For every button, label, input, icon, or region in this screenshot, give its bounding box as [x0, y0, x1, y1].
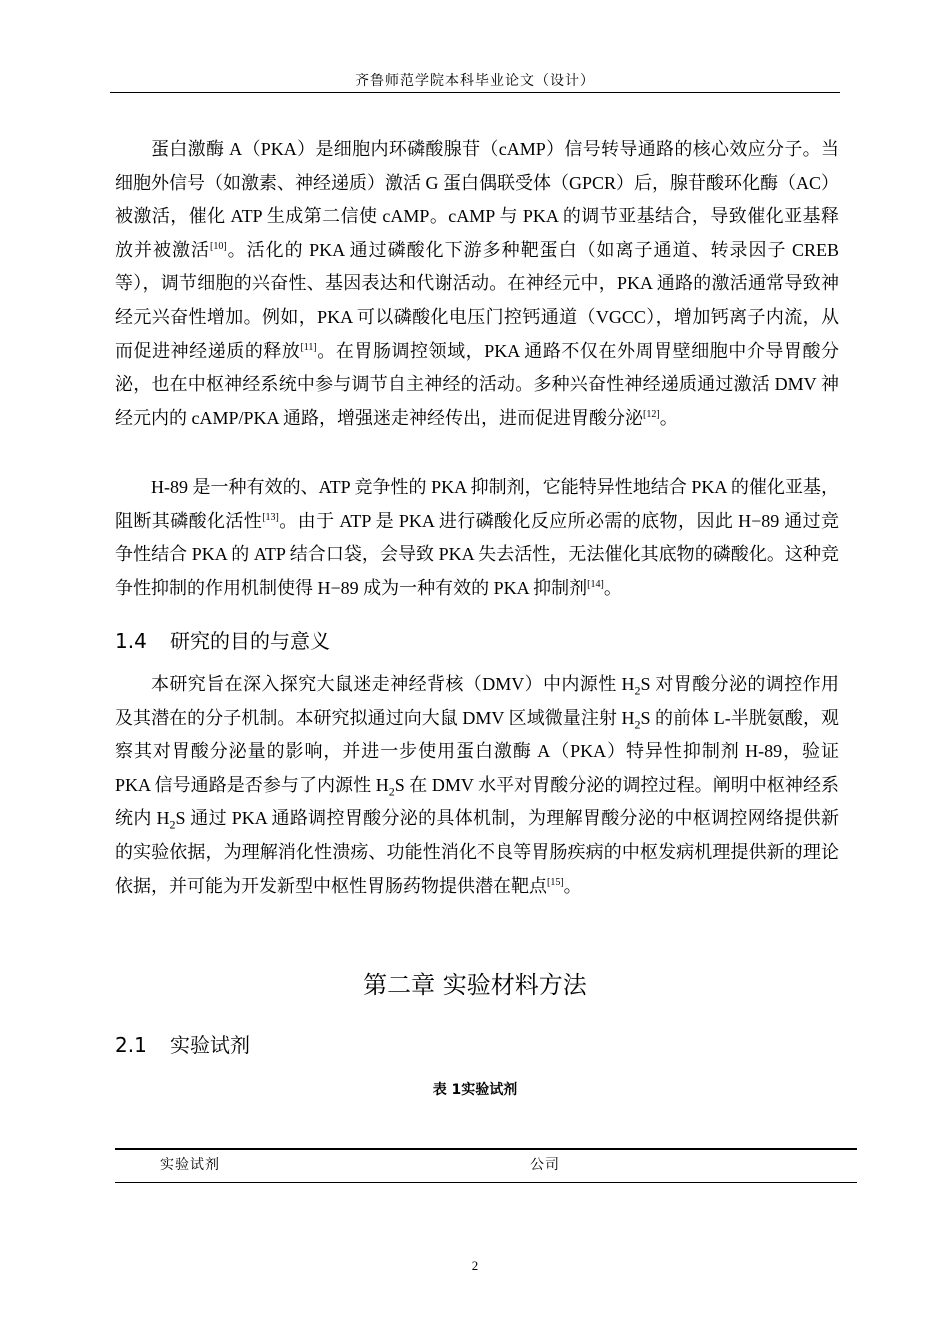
text-run: S 对胃酸分泌的调控作用及其潜在的分子机制。本研究拟通过向大鼠 DMV 区域微量注射 H: [115, 674, 840, 728]
section-heading-1-4: [115, 625, 330, 654]
text-run: S 通过 PKA 通路调控胃酸分泌的具体机制，为理解胃酸分泌的中枢调控网络提供新的实验依据，为理解消化性溃疡、功能性消化不良等胃肠疾病的中枢发病机理提供新的理论依据，并可能为开发新型中枢性胃肠药物提供潜在靶点: [115, 808, 839, 896]
section-heading-2-1: [115, 1029, 250, 1058]
text-run: 本研究旨在深入探究大鼠迷走神经背核（DMV）中内源性 H: [151, 674, 635, 694]
table-header-row: [115, 1152, 857, 1180]
table-caption: 表 1实验试剂: [432, 1082, 518, 1098]
table-top-rule: [115, 1148, 857, 1150]
text-run: 。在胃肠调控领域，PKA 通路不仅在外周胃壁细胞中介导胃酸分泌，也在中枢神经系统中参与调节自主神经的活动。多种兴奋性神经递质通过激活 DMV 神经元内的 cAMP/PKA 通路，增强迷走神经传出，进而促进胃酸分泌: [115, 340, 840, 428]
paragraph-pka: [115, 133, 839, 435]
citation-ref: [11]: [300, 341, 317, 353]
section-title: 实验试剂: [170, 1033, 250, 1057]
running-header: 齐鲁师范学院本科毕业论文（设计）: [355, 73, 595, 89]
subscript: 2: [169, 817, 176, 832]
citation-ref: [14]: [587, 578, 604, 590]
table-header-rule: [115, 1182, 857, 1183]
text-run: S 在 DMV 水平对胃酸分泌的调控过程。阐明中枢神经系统内 H: [115, 774, 840, 829]
paragraph-h89: [115, 471, 839, 605]
section-number: 2.1: [115, 1033, 147, 1057]
text-run: 蛋白激酶 A（PKA）是细胞内环磷酸腺苷（cAMP）信号转导通路的核心效应分子。当细胞外信号（如激素、神经递质）激活 G 蛋白偶联受体（GPCR）后，腺苷酸环化酶（AC）被激活，催化 ATP 生成第二信使 cAMP。cAMP 与 PKA 的调节亚基结合，导致催化亚基释放并被激活: [115, 139, 840, 260]
citation-ref: [10]: [209, 240, 227, 252]
text-run: 。由于 ATP 是 PKA 进行磷酸化反应所必需的底物，因此 H−89 通过竞争性结合 PKA 的 ATP 结合口袋，会导致 PKA 失去活性，无法催化其底物的磷酸化。这种竞争性抑制的作用机制使得 H−89 成为一种有效的 PKA 抑制剂: [115, 510, 839, 598]
citation-ref: [12]: [643, 408, 660, 420]
paragraph-aims: [115, 668, 839, 903]
subscript: 2: [634, 717, 641, 732]
text-run: 。活化的 PKA 通过磷酸化下游多种靶蛋白（如离子通道、转录因子 CREB 等），调节细胞的兴奋性、基因表达和代谢活动。在神经元中，PKA 通路的激活通常导致神经元兴奋性增加。例如，PKA 可以磷酸化电压门控钙通道（VGCC），增加钙离子内流，从而促进神经递质的释放: [115, 239, 840, 361]
text-run: 。: [659, 407, 678, 428]
text-run: 。: [603, 577, 622, 598]
table-header-cell: 公司: [530, 1157, 560, 1173]
header-rule: [110, 92, 840, 93]
text-run: S 的前体 L-半胱氨酸，观察其对胃酸分泌量的影响，并进一步使用蛋白激酶 A（PKA）特异性抑制剂 H-89，验证 PKA 信号通路是否参与了内源性 H: [115, 707, 839, 795]
text-run: 。: [563, 875, 582, 896]
citation-ref: [13]: [262, 511, 279, 523]
subscript: 2: [634, 683, 641, 698]
subscript: 2: [388, 784, 395, 799]
citation-ref: [15]: [547, 876, 564, 888]
section-number: 1.4: [115, 629, 147, 653]
page-number: 2: [471, 1258, 479, 1273]
section-title: 研究的目的与意义: [170, 629, 330, 653]
text-run: H-89 是一种有效的、ATP 竞争性的 PKA 抑制剂，它能特异性地结合 PKA 的催化亚基，阻断其磷酸化活性: [115, 477, 839, 531]
table-header-cell: 实验试剂: [160, 1157, 220, 1173]
chapter-title: 第二章 实验材料方法: [363, 971, 587, 999]
